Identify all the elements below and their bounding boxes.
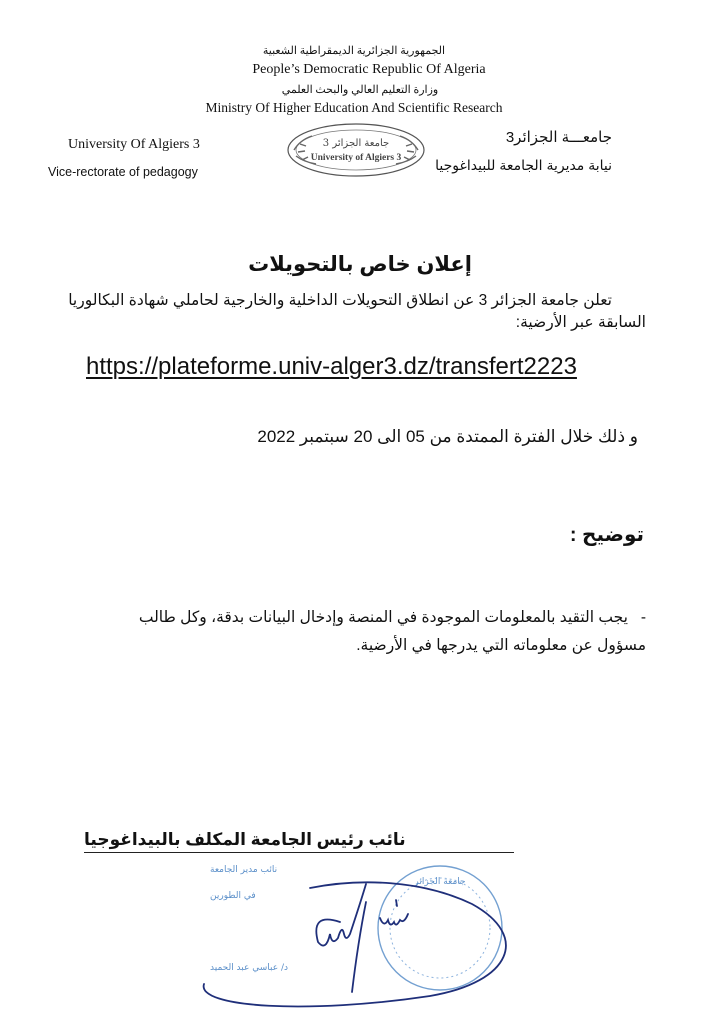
header-arabic-ministry: وزارة التعليم العالي والبحث العلمي <box>281 84 439 96</box>
note-bullet: - <box>640 609 646 626</box>
header-english-republic: People’s Democratic Republic Of Algeria <box>252 62 486 77</box>
stamp-ring-text: جامعة الجزائر <box>414 877 466 887</box>
note-body-text: يجب التقيد بالمعلومات الموجودة في المنصة وإدخال البيانات بدقة، وكل طالب مسؤول عن معلوماته التي يدرجها في الأرضية. <box>138 609 646 654</box>
stamp-line-1: نائب مدير الجامعة <box>210 865 278 875</box>
official-stamp-and-signature <box>190 858 520 1018</box>
signature-stroke <box>396 900 397 906</box>
stamp-line-2: في الطورين <box>210 891 256 901</box>
header-english-ministry: Ministry Of Higher Education And Scientific Research <box>205 100 503 115</box>
university-name-english: University Of Algiers 3 <box>68 137 200 152</box>
signature-stroke <box>352 902 366 992</box>
logo-english-text: University of Algiers 3 <box>310 153 402 163</box>
vice-rectorate-arabic: نيابة مديرية الجامعة للبيداغوجيا <box>435 157 612 173</box>
note-item <box>86 604 646 660</box>
announcement-period: و ذلك خلال الفترة الممتدة من 05 الى 20 سبتمبر 2022 <box>257 427 638 446</box>
header-arabic-republic: الجمهورية الجزائرية الديمقراطية الشعبية <box>262 45 446 57</box>
logo-outer-ring <box>288 124 424 176</box>
signature-stroke <box>380 914 408 925</box>
signature-stroke <box>316 884 366 946</box>
vice-rectorate-english: Vice-rectorate of pedagogy <box>48 165 198 179</box>
stamp-name: د/ عباسي عبد الحميد <box>210 963 288 973</box>
university-name-arabic: جامعـــة الجزائر3 <box>505 129 612 146</box>
transfer-platform-link[interactable]: https://plateforme.univ-alger3.dz/transfert2223 <box>86 353 577 380</box>
announcement-intro-text: تعلن جامعة الجزائر 3 عن انطلاق التحويلات الداخلية والخارجية لحاملي شهادة البكالوريا السابقة عبر الأرضية: <box>68 292 646 331</box>
university-logo <box>286 122 426 178</box>
signatory-title: نائب رئيس الجامعة المكلف بالبيداغوجيا <box>84 830 514 853</box>
announcement-title: إعلان خاص بالتحويلات <box>248 253 472 276</box>
logo-arabic-text: جامعة الجزائر 3 <box>322 138 390 149</box>
stamp-inner-circle <box>390 878 490 978</box>
official-stamp <box>210 865 502 990</box>
note-heading: توضيح : <box>569 524 644 546</box>
announcement-intro <box>46 290 646 334</box>
